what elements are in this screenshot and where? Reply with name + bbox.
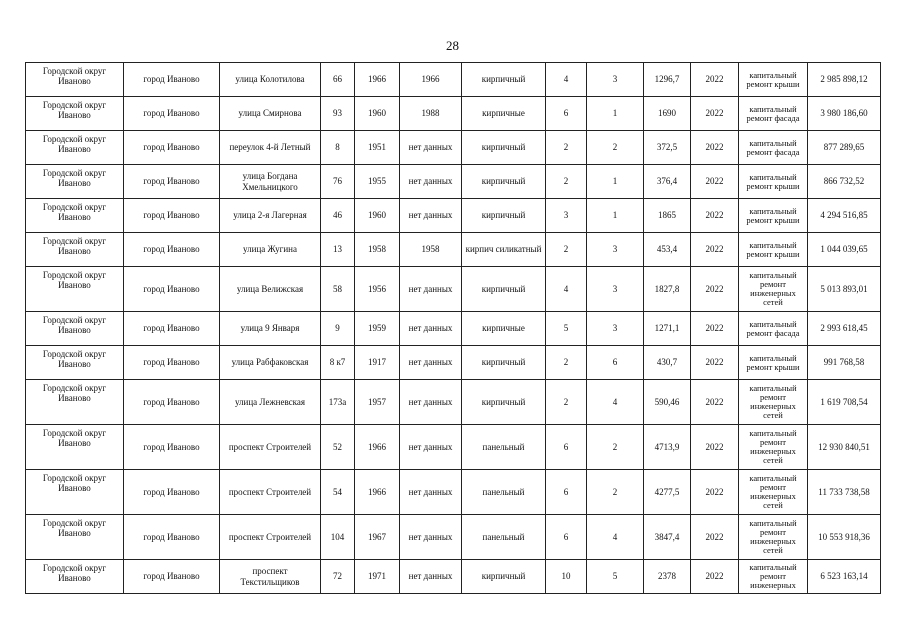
work-type-cell: капитальный ремонт инженерных сетей (739, 267, 808, 312)
plan-year-cell: 2022 (691, 131, 739, 165)
table-row (26, 131, 881, 165)
floors-cell: 2 (546, 346, 587, 380)
street-cell: улица 2-я Лагерная (220, 199, 321, 233)
cost-cell: 877 289,65 (808, 131, 881, 165)
plan-year-cell: 2022 (691, 346, 739, 380)
entrances-cell: 3 (587, 312, 644, 346)
cost-cell: 6 523 163,14 (808, 560, 881, 594)
wall-material-cell: кирпичный (462, 199, 546, 233)
renovation-year-cell: нет данных (400, 199, 462, 233)
renovation-year-cell: нет данных (400, 131, 462, 165)
wall-material-cell: кирпич силикатный (462, 233, 546, 267)
renovation-year-cell: нет данных (400, 165, 462, 199)
area-cell: 376,4 (644, 165, 691, 199)
street-cell: улица Велижская (220, 267, 321, 312)
build-year-cell: 1958 (355, 233, 400, 267)
build-year-cell: 1966 (355, 425, 400, 470)
district-cell: Городской округ Иваново (26, 97, 124, 131)
city-cell: город Иваново (124, 165, 220, 199)
house-number-cell: 104 (321, 515, 355, 560)
build-year-cell: 1956 (355, 267, 400, 312)
floors-cell: 2 (546, 380, 587, 425)
city-cell: город Иваново (124, 131, 220, 165)
cost-cell: 866 732,52 (808, 165, 881, 199)
plan-year-cell: 2022 (691, 560, 739, 594)
plan-year-cell: 2022 (691, 63, 739, 97)
city-cell: город Иваново (124, 346, 220, 380)
build-year-cell: 1917 (355, 346, 400, 380)
district-cell: Городской округ Иваново (26, 131, 124, 165)
build-year-cell: 1967 (355, 515, 400, 560)
house-number-cell: 8 (321, 131, 355, 165)
table-body (26, 63, 881, 594)
table-row (26, 165, 881, 199)
floors-cell: 6 (546, 515, 587, 560)
wall-material-cell: панельный (462, 515, 546, 560)
wall-material-cell: кирпичный (462, 380, 546, 425)
street-cell: проспект Строителей (220, 515, 321, 560)
district-cell: Городской округ Иваново (26, 63, 124, 97)
city-cell: город Иваново (124, 380, 220, 425)
cost-cell: 2 993 618,45 (808, 312, 881, 346)
cost-cell: 2 985 898,12 (808, 63, 881, 97)
area-cell: 453,4 (644, 233, 691, 267)
entrances-cell: 3 (587, 233, 644, 267)
work-type-cell: капитальный ремонт инженерных сетей (739, 425, 808, 470)
entrances-cell: 4 (587, 380, 644, 425)
table-row (26, 267, 881, 312)
area-cell: 430,7 (644, 346, 691, 380)
table-row (26, 425, 881, 470)
area-cell: 372,5 (644, 131, 691, 165)
table-row (26, 515, 881, 560)
plan-year-cell: 2022 (691, 165, 739, 199)
district-cell: Городской округ Иваново (26, 515, 124, 560)
work-type-cell: капитальный ремонт крыши (739, 165, 808, 199)
build-year-cell: 1951 (355, 131, 400, 165)
renovation-year-cell: нет данных (400, 560, 462, 594)
work-type-cell: капитальный ремонт крыши (739, 346, 808, 380)
area-cell: 1865 (644, 199, 691, 233)
house-number-cell: 13 (321, 233, 355, 267)
house-number-cell: 58 (321, 267, 355, 312)
entrances-cell: 2 (587, 425, 644, 470)
table-row (26, 312, 881, 346)
entrances-cell: 5 (587, 560, 644, 594)
district-cell: Городской округ Иваново (26, 267, 124, 312)
cost-cell: 10 553 918,36 (808, 515, 881, 560)
table-row (26, 63, 881, 97)
city-cell: город Иваново (124, 63, 220, 97)
street-cell: улица Смирнова (220, 97, 321, 131)
floors-cell: 4 (546, 63, 587, 97)
wall-material-cell: панельный (462, 425, 546, 470)
wall-material-cell: кирпичный (462, 131, 546, 165)
district-cell: Городской округ Иваново (26, 425, 124, 470)
house-number-cell: 8 к7 (321, 346, 355, 380)
renovation-year-cell: 1958 (400, 233, 462, 267)
street-cell: улица Богдана Хмельницкого (220, 165, 321, 199)
area-cell: 4277,5 (644, 470, 691, 515)
district-cell: Городской округ Иваново (26, 346, 124, 380)
area-cell: 1690 (644, 97, 691, 131)
wall-material-cell: кирпичный (462, 346, 546, 380)
street-cell: улица Колотилова (220, 63, 321, 97)
entrances-cell: 3 (587, 267, 644, 312)
table-row (26, 97, 881, 131)
area-cell: 2378 (644, 560, 691, 594)
build-year-cell: 1960 (355, 199, 400, 233)
build-year-cell: 1955 (355, 165, 400, 199)
area-cell: 1271,1 (644, 312, 691, 346)
entrances-cell: 1 (587, 97, 644, 131)
renovation-year-cell: нет данных (400, 312, 462, 346)
cost-cell: 3 980 186,60 (808, 97, 881, 131)
street-cell: улица 9 Января (220, 312, 321, 346)
floors-cell: 6 (546, 97, 587, 131)
house-number-cell: 93 (321, 97, 355, 131)
work-type-cell: капитальный ремонт фасада (739, 312, 808, 346)
entrances-cell: 3 (587, 63, 644, 97)
house-number-cell: 173а (321, 380, 355, 425)
floors-cell: 6 (546, 470, 587, 515)
city-cell: город Иваново (124, 312, 220, 346)
table-row (26, 233, 881, 267)
city-cell: город Иваново (124, 515, 220, 560)
cost-cell: 11 733 738,58 (808, 470, 881, 515)
plan-year-cell: 2022 (691, 199, 739, 233)
work-type-cell: капитальный ремонт фасада (739, 131, 808, 165)
street-cell: проспект Текстильщиков (220, 560, 321, 594)
city-cell: город Иваново (124, 470, 220, 515)
cost-cell: 1 619 708,54 (808, 380, 881, 425)
district-cell: Городской округ Иваново (26, 233, 124, 267)
entrances-cell: 1 (587, 165, 644, 199)
renovation-year-cell: нет данных (400, 515, 462, 560)
wall-material-cell: кирпичный (462, 63, 546, 97)
renovation-year-cell: 1988 (400, 97, 462, 131)
wall-material-cell: кирпичные (462, 312, 546, 346)
entrances-cell: 2 (587, 470, 644, 515)
work-type-cell: капитальный ремонт крыши (739, 199, 808, 233)
plan-year-cell: 2022 (691, 97, 739, 131)
house-number-cell: 66 (321, 63, 355, 97)
house-number-cell: 54 (321, 470, 355, 515)
wall-material-cell: кирпичный (462, 267, 546, 312)
plan-year-cell: 2022 (691, 425, 739, 470)
street-cell: переулок 4-й Летный (220, 131, 321, 165)
work-type-cell: капитальный ремонт инженерных сетей (739, 515, 808, 560)
build-year-cell: 1957 (355, 380, 400, 425)
table-row (26, 380, 881, 425)
renovation-year-cell: нет данных (400, 470, 462, 515)
build-year-cell: 1966 (355, 470, 400, 515)
plan-year-cell: 2022 (691, 267, 739, 312)
floors-cell: 2 (546, 131, 587, 165)
table-row (26, 560, 881, 594)
renovation-year-cell: нет данных (400, 425, 462, 470)
work-type-cell: капитальный ремонт инженерных (739, 560, 808, 594)
house-number-cell: 46 (321, 199, 355, 233)
floors-cell: 10 (546, 560, 587, 594)
renovation-year-cell: нет данных (400, 346, 462, 380)
wall-material-cell: кирпичные (462, 97, 546, 131)
floors-cell: 2 (546, 233, 587, 267)
build-year-cell: 1966 (355, 63, 400, 97)
city-cell: город Иваново (124, 97, 220, 131)
street-cell: улица Лежневская (220, 380, 321, 425)
city-cell: город Иваново (124, 233, 220, 267)
renovation-year-cell: 1966 (400, 63, 462, 97)
district-cell: Городской округ Иваново (26, 199, 124, 233)
house-number-cell: 76 (321, 165, 355, 199)
work-type-cell: капитальный ремонт крыши (739, 63, 808, 97)
floors-cell: 3 (546, 199, 587, 233)
street-cell: проспект Строителей (220, 425, 321, 470)
floors-cell: 6 (546, 425, 587, 470)
housing-registry-table (25, 62, 881, 594)
house-number-cell: 9 (321, 312, 355, 346)
plan-year-cell: 2022 (691, 233, 739, 267)
wall-material-cell: кирпичный (462, 165, 546, 199)
district-cell: Городской округ Иваново (26, 470, 124, 515)
plan-year-cell: 2022 (691, 380, 739, 425)
district-cell: Городской округ Иваново (26, 165, 124, 199)
area-cell: 1827,8 (644, 267, 691, 312)
entrances-cell: 6 (587, 346, 644, 380)
floors-cell: 5 (546, 312, 587, 346)
house-number-cell: 52 (321, 425, 355, 470)
table-row (26, 346, 881, 380)
house-number-cell: 72 (321, 560, 355, 594)
work-type-cell: капитальный ремонт фасада (739, 97, 808, 131)
cost-cell: 5 013 893,01 (808, 267, 881, 312)
district-cell: Городской округ Иваново (26, 380, 124, 425)
city-cell: город Иваново (124, 560, 220, 594)
cost-cell: 1 044 039,65 (808, 233, 881, 267)
city-cell: город Иваново (124, 425, 220, 470)
build-year-cell: 1971 (355, 560, 400, 594)
table-row (26, 199, 881, 233)
plan-year-cell: 2022 (691, 312, 739, 346)
street-cell: улица Рабфаковская (220, 346, 321, 380)
wall-material-cell: кирпичный (462, 560, 546, 594)
page-number: 28 (446, 38, 459, 53)
table-row (26, 470, 881, 515)
area-cell: 590,46 (644, 380, 691, 425)
entrances-cell: 1 (587, 199, 644, 233)
area-cell: 1296,7 (644, 63, 691, 97)
work-type-cell: капитальный ремонт инженерных сетей (739, 380, 808, 425)
cost-cell: 12 930 840,51 (808, 425, 881, 470)
build-year-cell: 1960 (355, 97, 400, 131)
floors-cell: 2 (546, 165, 587, 199)
street-cell: проспект Строителей (220, 470, 321, 515)
street-cell: улица Жугина (220, 233, 321, 267)
plan-year-cell: 2022 (691, 470, 739, 515)
entrances-cell: 2 (587, 131, 644, 165)
district-cell: Городской округ Иваново (26, 312, 124, 346)
area-cell: 3847,4 (644, 515, 691, 560)
city-cell: город Иваново (124, 199, 220, 233)
build-year-cell: 1959 (355, 312, 400, 346)
city-cell: город Иваново (124, 267, 220, 312)
work-type-cell: капитальный ремонт крыши (739, 233, 808, 267)
work-type-cell: капитальный ремонт инженерных сетей (739, 470, 808, 515)
cost-cell: 991 768,58 (808, 346, 881, 380)
renovation-year-cell: нет данных (400, 267, 462, 312)
floors-cell: 4 (546, 267, 587, 312)
area-cell: 4713,9 (644, 425, 691, 470)
entrances-cell: 4 (587, 515, 644, 560)
cost-cell: 4 294 516,85 (808, 199, 881, 233)
renovation-year-cell: нет данных (400, 380, 462, 425)
district-cell: Городской округ Иваново (26, 560, 124, 594)
wall-material-cell: панельный (462, 470, 546, 515)
plan-year-cell: 2022 (691, 515, 739, 560)
